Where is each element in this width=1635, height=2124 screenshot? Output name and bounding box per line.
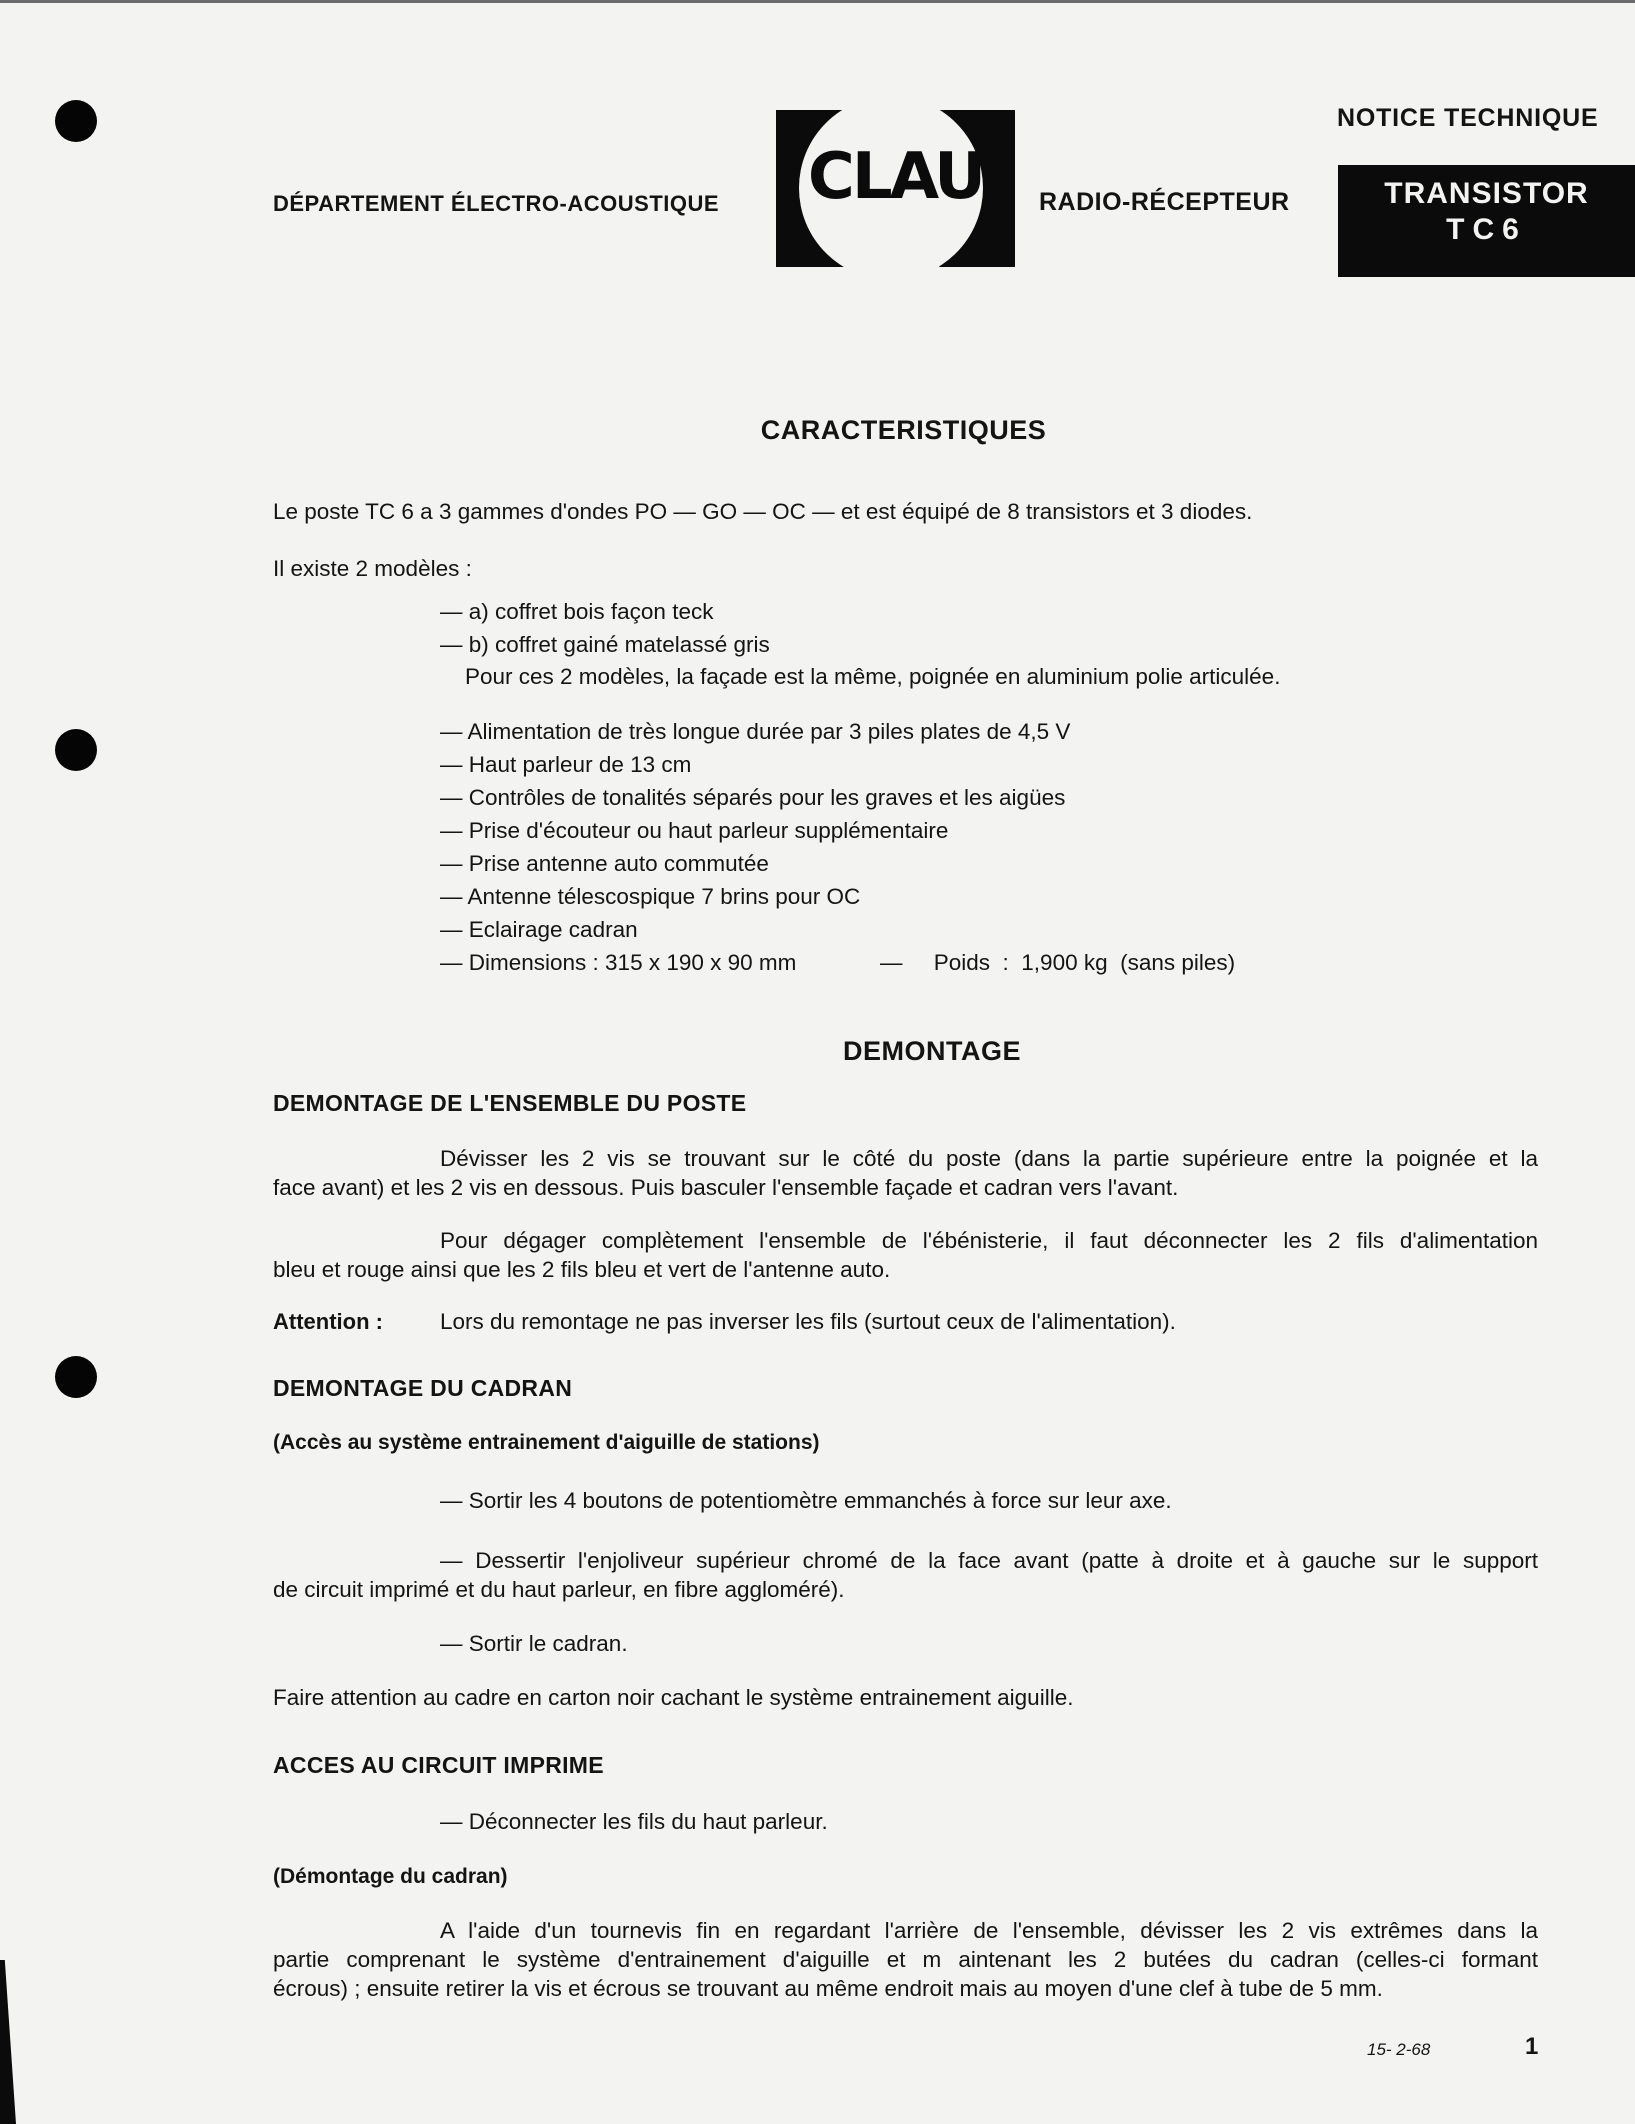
notice-title: NOTICE TECHNIQUE bbox=[1337, 104, 1599, 132]
model-box bbox=[1338, 165, 1635, 277]
circuit-step1: — Déconnecter les fils du haut parleur. bbox=[440, 1809, 828, 1834]
cadran-note: Faire attention au cadre en carton noir cachant le système entrainement aiguille. bbox=[273, 1685, 1074, 1710]
section-title-caracteristiques: CARACTERISTIQUES bbox=[760, 415, 1047, 445]
ensemble-p2-line2: bleu et rouge ainsi que les 2 fils bleu et vert de l'antenne auto. bbox=[273, 1257, 891, 1282]
ensemble-p1-line1: Dévisser les 2 vis se trouvant sur le côté du poste (dans la partie supérieure entre la poignée et la bbox=[440, 1146, 1538, 1171]
punch-hole bbox=[55, 100, 97, 142]
punch-hole bbox=[55, 1356, 97, 1398]
intro-text: Le poste TC 6 a 3 gammes d'ondes PO — GO — OC — et est équipé de 8 transistors et 3 diodes. bbox=[273, 499, 1253, 524]
model-line2: TC6 bbox=[1446, 213, 1527, 246]
feature-item: — Eclairage cadran bbox=[440, 917, 638, 942]
page-top-edge bbox=[0, 0, 1635, 3]
cadran-step2-line2: de circuit imprimé et du haut parleur, en fibre aggloméré). bbox=[273, 1577, 845, 1602]
cadran-step1: — Sortir les 4 boutons de potentiomètre emmanchés à force sur leur axe. bbox=[440, 1488, 1172, 1513]
models-intro: Il existe 2 modèles : bbox=[273, 556, 472, 581]
section-title-demontage: DEMONTAGE bbox=[843, 1036, 1021, 1066]
ensemble-p1-line2: face avant) et les 2 vis en dessous. Puis basculer l'ensemble façade et cadran vers l'avant. bbox=[273, 1175, 1179, 1200]
model-line1: TRANSISTOR bbox=[1384, 177, 1589, 210]
models-note: Pour ces 2 modèles, la façade est la même, poignée en aluminium polie articulée. bbox=[465, 664, 1281, 689]
heading-circuit: ACCES AU CIRCUIT IMPRIME bbox=[273, 1752, 604, 1778]
circuit-p-line1: A l'aide d'un tournevis fin en regardant l'arrière de l'ensemble, dévisser les 2 vis extrêmes dans la bbox=[440, 1918, 1538, 1943]
binding-edge bbox=[0, 1960, 16, 2124]
feature-item: — Contrôles de tonalités séparés pour les graves et les aigües bbox=[440, 785, 1066, 810]
ensemble-p2-line1: Pour dégager complètement l'ensemble de l'ébénisterie, il faut déconnecter les 2 fils d'alimentation bbox=[440, 1228, 1538, 1253]
feature-item: — Prise d'écouteur ou haut parleur supplémentaire bbox=[440, 818, 949, 843]
circuit-p-line3: écrous) ; ensuite retirer la vis et écrous se trouvant au même endroit mais au moyen d'une clef à tube de 5 mm. bbox=[273, 1976, 1383, 2001]
heading-cadran: DEMONTAGE DU CADRAN bbox=[273, 1375, 573, 1401]
claude-logo bbox=[776, 110, 1015, 288]
cadran-subtitle: (Accès au système entrainement d'aiguille de stations) bbox=[273, 1431, 820, 1454]
feature-item: — Alimentation de très longue durée par 3 piles plates de 4,5 V bbox=[440, 719, 1071, 744]
model-b: — b) coffret gainé matelassé gris bbox=[440, 632, 770, 657]
feature-item: — Antenne télescospique 7 brins pour OC bbox=[440, 884, 861, 909]
punch-hole bbox=[55, 729, 97, 771]
logo-text: CLAUDE bbox=[807, 140, 984, 288]
attention-text: Lors du remontage ne pas inverser les fils (surtout ceux de l'alimentation). bbox=[440, 1309, 1176, 1334]
product-type: RADIO-RÉCEPTEUR bbox=[1039, 188, 1290, 216]
footer-date: 15- 2-68 bbox=[1367, 2040, 1431, 2059]
feature-item: — Haut parleur de 13 cm bbox=[440, 752, 692, 777]
model-a: — a) coffret bois façon teck bbox=[440, 599, 714, 624]
dimensions: — Dimensions : 315 x 190 x 90 mm bbox=[440, 950, 797, 975]
cadran-step2-line1: — Dessertir l'enjoliveur supérieur chromé de la face avant (patte à droite et à gauche sur le support bbox=[440, 1548, 1538, 1573]
circuit-p-line2: partie comprenant le système d'entrainement d'aiguille et m aintenant les 2 butées du cadran (celles-ci formant bbox=[273, 1947, 1538, 1972]
page-number: 1 bbox=[1525, 2033, 1539, 2060]
department-label: DÉPARTEMENT ÉLECTRO-ACOUSTIQUE bbox=[273, 191, 720, 216]
weight: — Poids : 1,900 kg (sans piles) bbox=[880, 950, 1236, 975]
attention-label: Attention : bbox=[273, 1309, 383, 1334]
cadran-step3: — Sortir le cadran. bbox=[440, 1631, 628, 1656]
heading-ensemble: DEMONTAGE DE L'ENSEMBLE DU POSTE bbox=[273, 1090, 747, 1116]
circuit-subtitle: (Démontage du cadran) bbox=[273, 1865, 508, 1888]
feature-item: — Prise antenne auto commutée bbox=[440, 851, 769, 876]
